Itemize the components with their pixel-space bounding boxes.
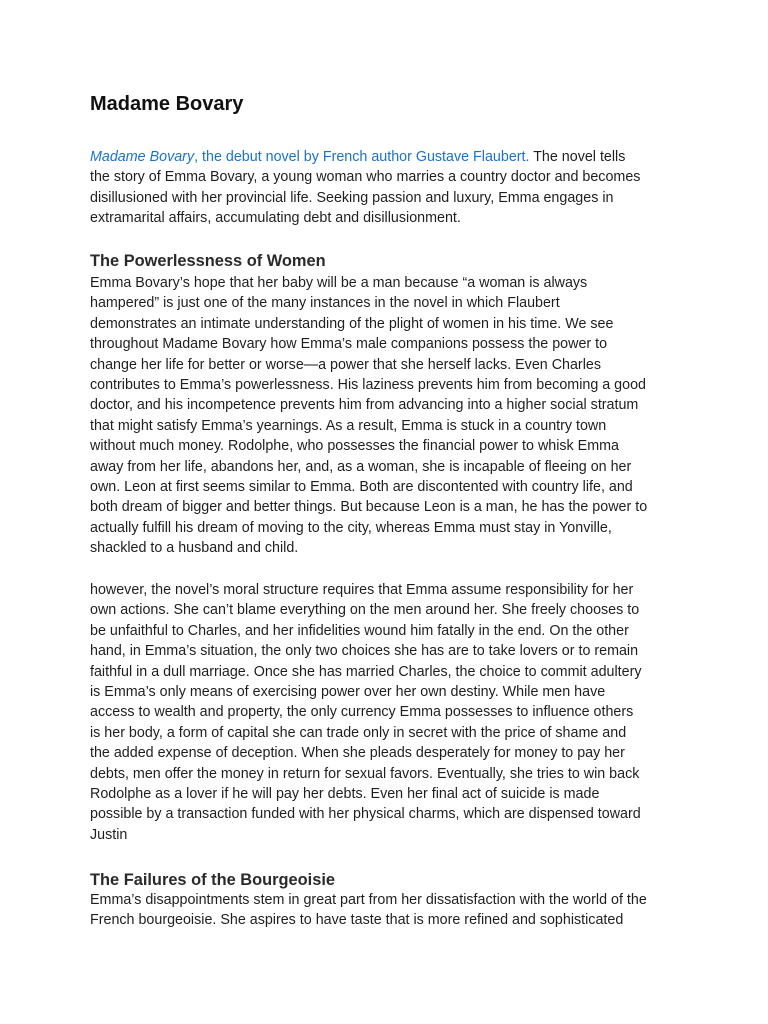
- paragraph-line: the added expense of deception. When she pleads desperately for money to pay her: [90, 745, 625, 762]
- paragraph-line: French bourgeoisie. She aspires to have taste that is more refined and sophisticated: [90, 912, 624, 929]
- paragraph-line: away from her life, abandons her, and, as a woman, she is incapable of fleeing on her: [90, 458, 632, 475]
- paragraph-line: hampered” is just one of the many instances in the novel in which Flaubert: [90, 295, 560, 312]
- paragraph-line: Emma Bovary’s hope that her baby will be a man because “a woman is always: [90, 275, 588, 291]
- paragraph-line: is her body, a form of capital she can trade only in secret with the price of shame and: [90, 724, 627, 741]
- paragraph-line: possible by a transaction funded with her physical charms, which are dispensed toward: [90, 806, 641, 823]
- intro-line: The novel tells: [529, 149, 626, 165]
- paragraph-line: actually fulfill his dream of moving to the city, whereas Emma must stay in Yonville,: [90, 519, 612, 536]
- paragraph-line: debts, men offer the money in return for sexual favors. Eventually, she tries to win back: [90, 765, 640, 782]
- paragraph-line: both dream of bigger and better things. But because Leon is a man, he has the power to: [90, 499, 648, 516]
- paragraph-line: Rodolphe as a lover if he will pay her debts. Even her final act of suicide is made: [90, 786, 600, 803]
- section-paragraph: [90, 890, 686, 931]
- paragraph-line: own actions. She can’t blame everything on the men around her. She freely chooses to: [90, 602, 640, 619]
- intro-link[interactable]: [90, 149, 529, 165]
- intro-line: disillusioned with her provincial life. Seeking passion and luxury, Emma engages in: [90, 189, 614, 206]
- paragraph-line: Justin: [90, 826, 128, 843]
- intro-paragraph: [90, 147, 686, 229]
- intro-link-rest: , the debut novel by French author Gustave Flaubert.: [194, 149, 530, 165]
- paragraph-line: that might satisfy Emma’s yearnings. As a result, Emma is stuck in a country town: [90, 417, 607, 434]
- section-heading-powerlessness: The Powerlessness of Women: [90, 252, 326, 270]
- paragraph-line: hand, in Emma’s situation, the only two choices she has are to take lovers or to remain: [90, 643, 639, 660]
- section-paragraph: [90, 273, 686, 559]
- paragraph-line: demonstrates an intimate understanding of the plight of women in his time. We see: [90, 315, 614, 332]
- paragraph-line: access to wealth and property, the only currency Emma possesses to influence others: [90, 704, 634, 721]
- paragraph-line: throughout Madame Bovary how Emma’s male companions possess the power to: [90, 336, 608, 353]
- section-heading-bourgeoisie: The Failures of the Bourgeoisie: [90, 871, 335, 889]
- intro-link-title: Madame Bovary: [90, 149, 195, 165]
- section-paragraph: [90, 580, 686, 845]
- paragraph-line: own. Leon at first seems similar to Emma. Both are discontented with country life, and: [90, 479, 633, 496]
- paragraph-line: change her life for better or worse—a power that she herself lacks. Even Charles: [90, 356, 601, 373]
- paragraph-line: is Emma’s only means of exercising power over her own destiny. While men have: [90, 684, 606, 701]
- paragraph-line: be unfaithful to Charles, and her infidelities wound him fatally in the end. On the other: [90, 622, 629, 639]
- paragraph-line: shackled to a husband and child.: [90, 540, 299, 557]
- paragraph-line: Emma’s disappointments stem in great part from her dissatisfaction with the world of the: [90, 892, 647, 908]
- paragraph-line: faithful in a dull marriage. Once she has married Charles, the choice to commit adultery: [90, 663, 642, 680]
- paragraph-line: contributes to Emma’s powerlessness. His laziness prevents him from becoming a good: [90, 377, 646, 394]
- paragraph-line: doctor, and his incompetence prevents him from advancing into a higher social stratum: [90, 397, 639, 414]
- intro-line: the story of Emma Bovary, a young woman who marries a country doctor and becomes: [90, 169, 641, 186]
- paragraph-line: without much money. Rodolphe, who possesses the financial power to whisk Emma: [90, 438, 619, 455]
- intro-line: extramarital affairs, accumulating debt and disillusionment.: [90, 210, 461, 227]
- document-title: Madame Bovary: [90, 93, 244, 115]
- paragraph-line: however, the novel’s moral structure requires that Emma assume responsibility for her: [90, 582, 634, 598]
